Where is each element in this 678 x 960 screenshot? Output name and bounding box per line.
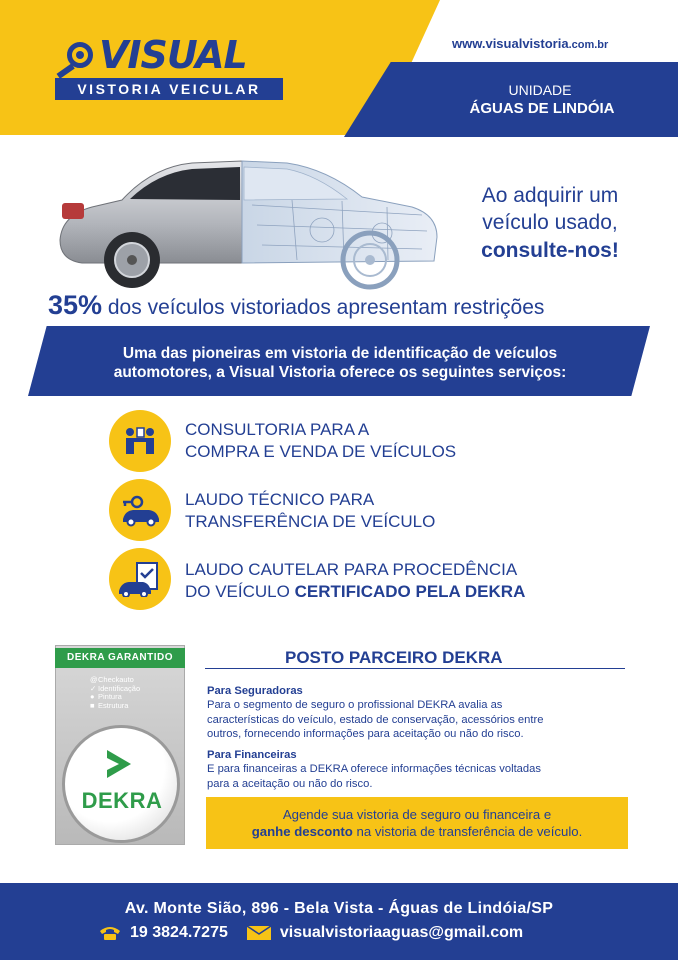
service-item [185, 489, 615, 533]
finance-section [207, 748, 627, 791]
service-item [185, 419, 615, 463]
partner-title: POSTO PARCEIRO DEKRA [285, 648, 503, 667]
magnifier-icon [55, 40, 99, 70]
checklist-item: ● Pintura [90, 692, 122, 702]
hero-line-3: consulte-nos! [481, 238, 619, 262]
callout-line-1: Agende sua vistoria de seguro ou financeira e [282, 807, 552, 822]
finance-heading: Para Financeiras [207, 749, 297, 761]
hero-line-2: veículo usado, [482, 211, 618, 235]
insurers-heading: Para Seguradoras [207, 685, 303, 697]
finance-text-1: E para financeiras a DEKRA oferece informações técnicas voltadas [207, 763, 541, 776]
statistic-text: dos veículos vistoriados apresentam restrições [102, 296, 545, 319]
service-line-2: TRANSFERÊNCIA DE VEÍCULO [185, 512, 436, 532]
consulting-icon [109, 410, 171, 472]
footer-contact [98, 924, 523, 942]
footer-address: Av. Monte Sião, 896 - Bela Vista - Águas de Lindóia/SP [124, 900, 554, 917]
finance-text-2: para a aceitação ou não do risco. [207, 777, 373, 790]
insurers-text-1: Para o segmento de seguro o profissional DEKRA avalia as [207, 699, 503, 712]
service-line-2: COMPRA E VENDA DE VEÍCULOS [185, 442, 457, 462]
car-key-icon [109, 479, 171, 541]
checklist-item: ✓ Identificação [90, 683, 141, 693]
brand-name: VISUAL [99, 33, 247, 77]
intro-line-1: Uma das pioneiras em vistoria de identificação de veículos [122, 345, 558, 362]
insurers-text-2: características do veículo, estado de conservação, acessórios entre [207, 713, 544, 726]
service-line-2-emphasis: CERTIFICADO PELA DEKRA [294, 582, 526, 602]
dekra-logo-icon [103, 748, 135, 780]
unit-label: UNIDADE [508, 82, 572, 98]
brand-subtitle: VISTORIA VEICULAR [55, 78, 283, 100]
car-illustration [52, 145, 442, 295]
checklist-item: @Checkauto [90, 675, 134, 684]
statistic-percent: 35% [48, 290, 103, 320]
hero-line-1: Ao adquirir um [481, 184, 619, 207]
discount-callout-text [206, 806, 628, 840]
hero-tagline [455, 182, 645, 264]
service-line-1: LAUDO TÉCNICO PARA [185, 490, 375, 509]
service-line-2: DO VEÍCULO [185, 582, 295, 602]
insurers-text-3: outros, fornecendo informações para aceitação ou não do risco. [207, 727, 524, 740]
email-icon [246, 925, 272, 941]
callout-emphasis: ganhe desconto [251, 824, 353, 840]
service-line-1: LAUDO CAUTELAR PARA PROCEDÊNCIA [185, 560, 518, 579]
phone-number[interactable]: 19 3824.7275 [130, 924, 228, 941]
email-address[interactable]: visualvistoriaaguas@gmail.com [279, 924, 524, 941]
dekra-logo-text: DEKRA [81, 788, 163, 813]
dekra-seal [62, 725, 180, 843]
callout-line-2: na vistoria de transferência de veículo. [352, 824, 583, 840]
website-link[interactable]: www.visualvistoria.com.br [452, 36, 609, 51]
unit-name: ÁGUAS DE LINDÓIA [469, 100, 615, 117]
intro-text [60, 344, 620, 383]
intro-line-2: automotores, a Visual Vistoria oferece os seguintes serviços: [113, 364, 567, 382]
insurers-section [207, 684, 627, 741]
dekra-checklist [90, 676, 140, 711]
service-item [185, 559, 615, 603]
certificate-car-icon [109, 548, 171, 610]
service-line-1: CONSULTORIA PARA A [185, 420, 370, 439]
statistic-line [48, 290, 648, 321]
phone-icon [98, 925, 122, 941]
partner-divider [205, 668, 625, 669]
dekra-badge-title: DEKRA GARANTIDO [55, 648, 185, 668]
checklist-item: ■ Estrutura [90, 700, 129, 710]
brand-logo [55, 33, 285, 100]
footer [0, 883, 678, 960]
